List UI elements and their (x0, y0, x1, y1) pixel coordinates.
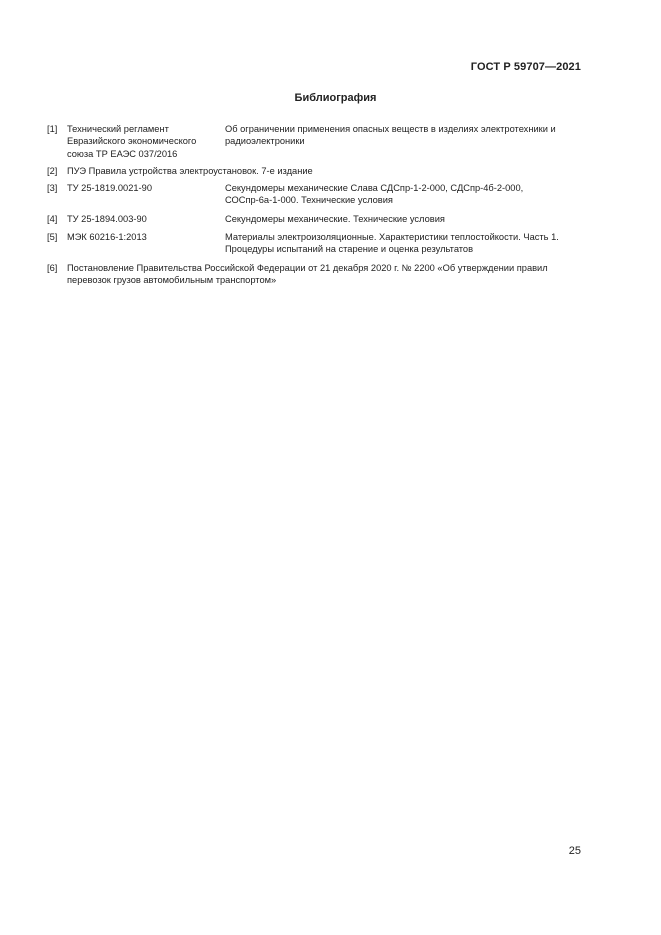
entry-number: [3] (47, 183, 58, 194)
entry-number: [5] (47, 232, 58, 243)
entry-designation: ТУ 25-1819.0021-90 (67, 183, 152, 194)
entry-number: [2] (47, 165, 58, 176)
bibliography-entry (47, 262, 583, 287)
bibliography-entry (47, 182, 583, 207)
entry-number: [1] (47, 124, 58, 134)
bibliography-list (47, 123, 583, 286)
bibliography-entry (47, 165, 583, 177)
bibliography-entry (47, 213, 583, 225)
entry-full-text: Постановление Правительства Российской Федерации от 21 декабря 2020 г. № 2200 «Об утверждении правил перевозок грузов автомобильным транспортом» (67, 262, 548, 285)
bibliography-entry (47, 231, 583, 256)
page-number: 25 (568, 845, 581, 857)
document-code: ГОСТ Р 59707—2021 (470, 61, 581, 73)
entry-title: Секундомеры механические. Технические условия (225, 213, 445, 224)
entry-designation: Технический регламент Евразийского экономического союза ТР ЕАЭС 037/2016 (67, 124, 197, 159)
entry-title: Секундомеры механические Слава СДСпр-1-2-000, СДСпр-4б-2-000, СОСпр-6а-1-000. Технические условия (225, 183, 524, 206)
entry-designation: МЭК 60216-1:2013 (67, 232, 147, 243)
entry-title: Материалы электроизоляционные. Характеристики теплостойкости. Часть 1. Процедуры испытаний на старение и оценка результатов (225, 232, 559, 255)
bibliography-title: Библиография (294, 92, 377, 104)
bibliography-entry (47, 123, 583, 160)
entry-full-text: ПУЭ Правила устройства электроустановок. 7-е издание (67, 165, 313, 176)
entry-designation: ТУ 25-1894.003-90 (67, 213, 147, 224)
entry-number: [6] (47, 262, 58, 273)
entry-title: Об ограничении применения опасных веществ в изделиях электротехники и радиоэлектроники (225, 124, 556, 147)
entry-number: [4] (47, 213, 58, 224)
